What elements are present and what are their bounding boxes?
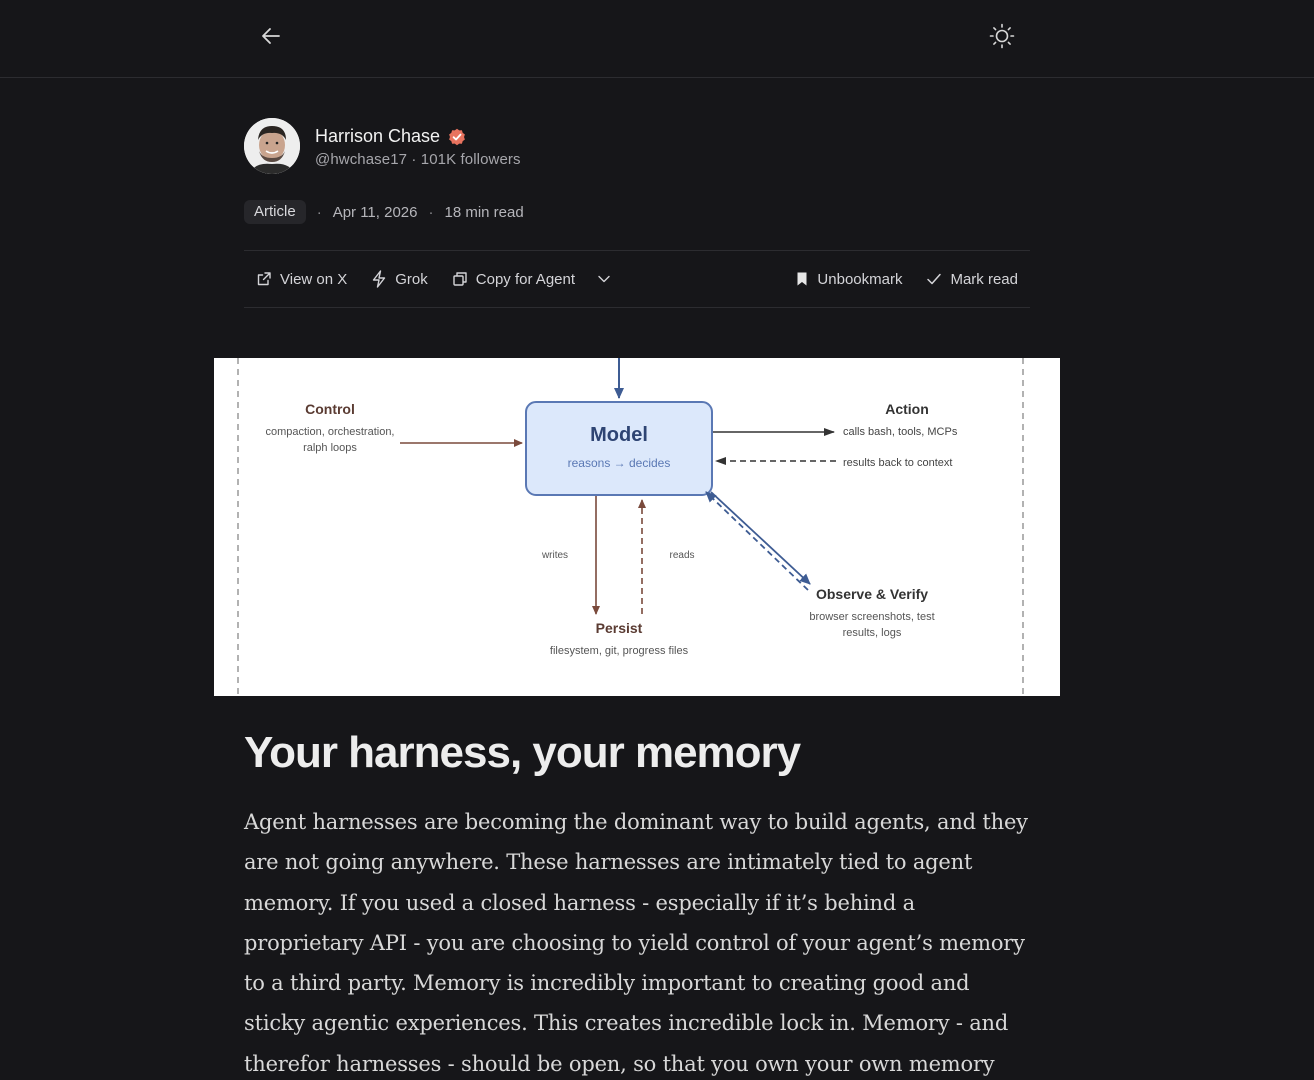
meta-dot: · — [428, 203, 434, 221]
reads-label: reads — [669, 550, 695, 561]
copy-icon — [452, 271, 468, 287]
observe-line2: results, logs — [842, 627, 902, 639]
avatar[interactable] — [244, 118, 300, 174]
author-handle[interactable]: @hwchase17 — [315, 150, 408, 168]
action-calls: calls bash, tools, MCPs — [843, 426, 958, 438]
model-box — [526, 402, 712, 495]
meta-separator: · — [411, 150, 417, 168]
verified-badge-icon — [448, 128, 466, 146]
mark-read-button[interactable] — [914, 261, 1030, 297]
chevron-down-icon — [597, 272, 611, 286]
grok-label: Grok — [395, 270, 428, 288]
article-date: Apr 11, 2026 — [332, 203, 418, 221]
action-bar — [244, 250, 1030, 308]
grok-button[interactable] — [359, 261, 440, 297]
back-button[interactable] — [253, 18, 289, 54]
top-bar — [0, 0, 1314, 78]
observe-line1: browser screenshots, test — [809, 611, 935, 623]
control-title: Control — [305, 401, 355, 417]
author-meta — [315, 151, 521, 168]
writes-label: writes — [541, 550, 569, 561]
external-link-icon — [256, 271, 272, 287]
unbookmark-label: Unbookmark — [817, 270, 903, 288]
action-results: results back to context — [843, 457, 953, 469]
avatar-image — [244, 118, 300, 174]
article-type-badge: Article — [244, 200, 306, 224]
copy-options-dropdown[interactable] — [587, 261, 629, 297]
model-title: Model — [590, 424, 648, 446]
observe-title: Observe & Verify — [815, 586, 929, 602]
unbookmark-button[interactable] — [783, 261, 914, 297]
bookmark-icon — [795, 271, 809, 287]
persist-subtitle: filesystem, git, progress files — [549, 645, 689, 657]
theme-toggle-button[interactable] — [984, 18, 1020, 54]
lightning-icon — [371, 270, 387, 288]
back-arrow-icon — [260, 25, 282, 47]
view-on-x-label: View on X — [280, 270, 348, 288]
mark-read-label: Mark read — [950, 270, 1018, 288]
author-name[interactable]: Harrison Chase — [315, 126, 441, 146]
read-time: 18 min read — [444, 203, 524, 221]
persist-title: Persist — [595, 620, 643, 636]
article-meta — [244, 200, 524, 224]
article-body: Agent harnesses are becoming the dominant way to build agents, and they are not going anywhere. These harnesses are intimately tied to agent memory. If you used a closed harness - especially if it’s behind a proprietary API - you are choosing to yield control of your agent’s memory to a third party. Memory is incredibly important to creating good and sticky agentic experiences. This creates incredible lock in. Memory - and therefor harnesses - should be open, so that you own your own memory — [244, 810, 1028, 1076]
copy-for-agent-label: Copy for Agent — [475, 270, 576, 288]
hero-diagram-image — [214, 358, 1060, 696]
view-on-x-button[interactable] — [244, 261, 359, 297]
control-line2: ralph loops — [303, 442, 357, 454]
check-icon — [926, 271, 942, 287]
author-followers: 101K followers — [420, 150, 521, 168]
meta-dot: · — [316, 203, 322, 221]
author-block — [244, 118, 521, 174]
article-title: Your harness, your memory — [244, 728, 801, 777]
model-subtitle: reasons → decides — [567, 456, 671, 470]
control-line1: compaction, orchestration, — [265, 426, 395, 438]
action-title: Action — [885, 401, 929, 417]
copy-for-agent-button[interactable] — [440, 261, 587, 297]
sun-icon — [989, 23, 1015, 49]
